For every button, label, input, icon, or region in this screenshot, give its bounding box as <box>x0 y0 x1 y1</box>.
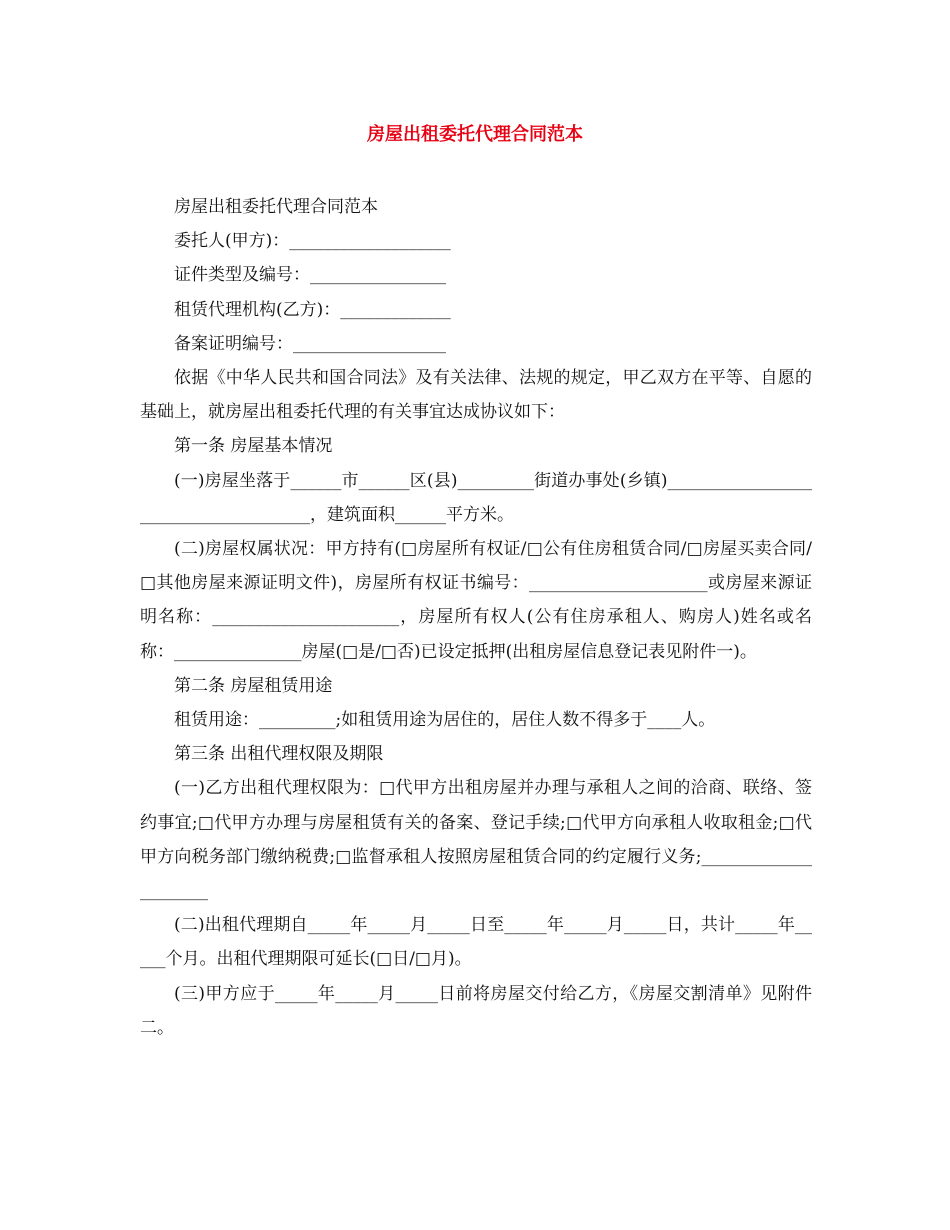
article-3-heading: 第三条 出租代理权限及期限 <box>174 744 384 765</box>
article-1-item-1: (一)房屋坐落于______市______区(县)_________街道办事处(乡镇)_____________________________________，建筑面积______平方米。 <box>140 470 812 525</box>
article-3-item-2: (二)出租代理期自_____年_____月_____日至_____年_____月_____日，共计_____年_____个月。出租代理期限可延长(□日/□月)。 <box>140 915 812 970</box>
document-title: 房屋出租委托代理合同范本 <box>367 124 583 145</box>
article-2-usage: 租赁用途：_________;如租赁用途为居住的，居住人数不得多于____人。 <box>174 710 716 731</box>
paragraph-id-type: 证件类型及编号：________________ <box>174 265 446 286</box>
paragraph-filing-number: 备案证明编号：__________________ <box>174 333 446 354</box>
paragraph-agency: 租赁代理机构(乙方)：_____________ <box>174 299 451 320</box>
paragraph-preamble: 依据《中华人民共和国合同法》及有关法律、法规的规定，甲乙双方在平等、自愿的基础上，就房屋出租委托代理的有关事宜达成协议如下： <box>140 368 812 423</box>
article-1-heading: 第一条 房屋基本情况 <box>174 436 333 457</box>
article-3-item-3: (三)甲方应于_____年_____月_____日前将房屋交付给乙方，《房屋交割清单》见附件二。 <box>140 983 812 1038</box>
article-2-heading: 第二条 房屋租赁用途 <box>174 675 333 696</box>
document-body <box>140 190 812 1045</box>
article-3-item-1: (一)乙方出租代理权限为：□代甲方出租房屋并办理与承租人之间的洽商、联络、签约事宜;□代甲方办理与房屋租赁有关的备案、登记手续;□代甲方向承租人收取租金;□代甲方向税务部门缴纳税费;□监督承租人按照房屋租赁合同的约定履行义务;_____________________ <box>140 778 812 902</box>
paragraph-principal: 委托人(甲方)：___________________ <box>174 231 451 252</box>
paragraph-heading: 房屋出租委托代理合同范本 <box>174 197 378 217</box>
article-1-item-2: (二)房屋权属状况：甲方持有(□房屋所有权证/□公有住房租赁合同/□房屋买卖合同/□其他房屋来源证明文件)，房屋所有权证书编号：_____________________或房屋来源证明名称：______________________，房屋所有权人(公有住房承租人、购房人)姓名或名称：_______________房屋(□是/□否)已设定抵押(出租房屋信息登记表见附件一)。 <box>140 539 812 662</box>
